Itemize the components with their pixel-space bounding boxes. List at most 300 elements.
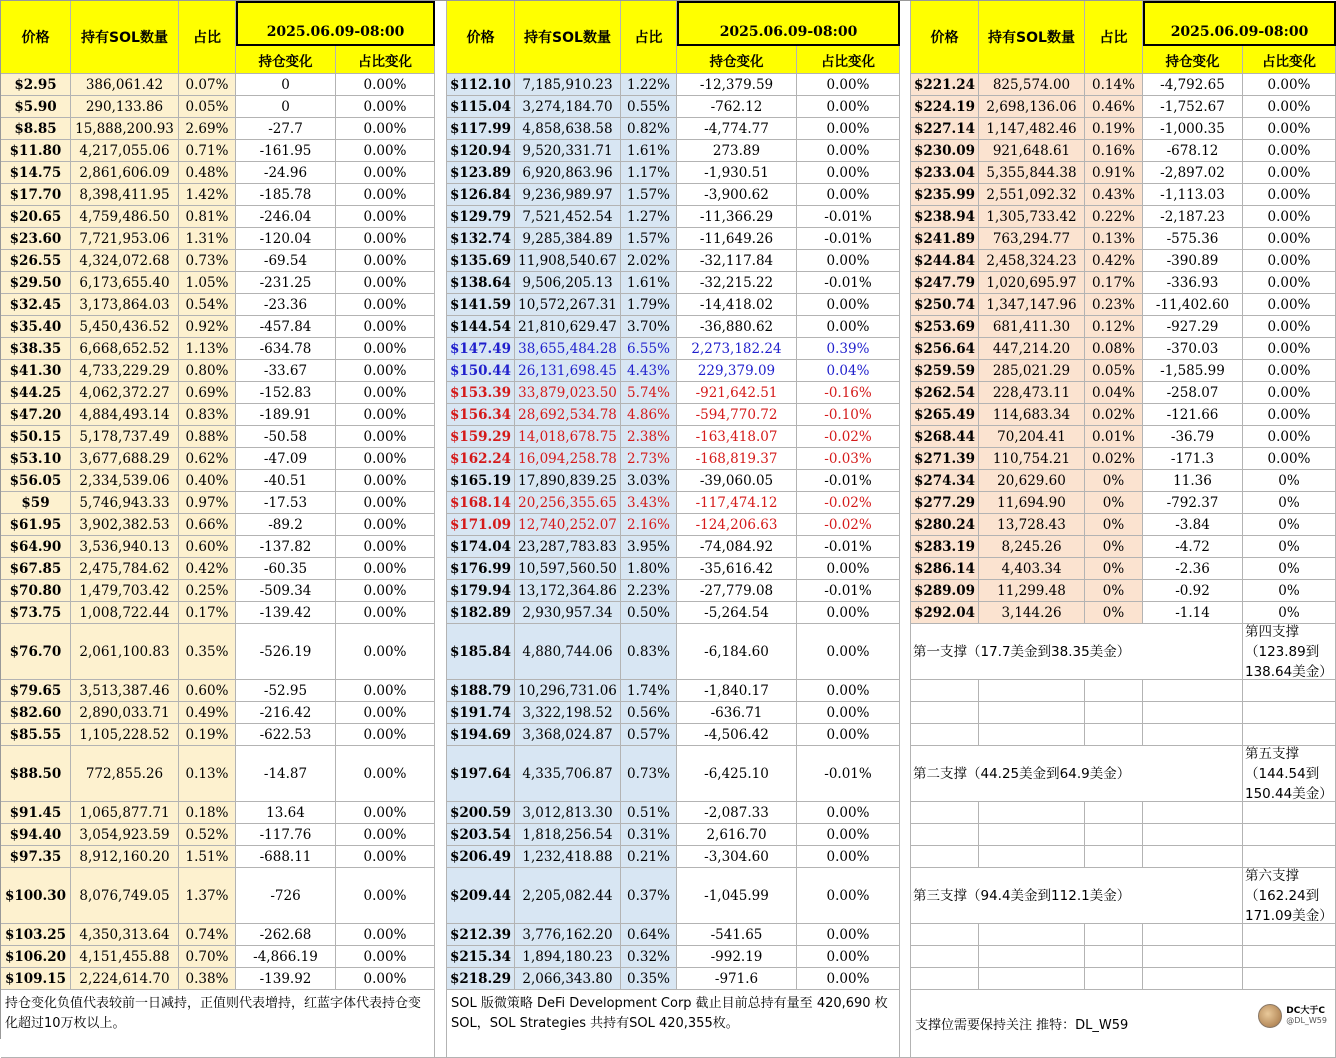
ratio-cell: 2.73% bbox=[621, 448, 677, 470]
price-cell: $73.75 bbox=[1, 602, 71, 624]
price-cell: $221.24 bbox=[911, 74, 979, 96]
ratio-cell: 1.37% bbox=[179, 868, 236, 924]
hold-change-cell: -541.65 bbox=[677, 924, 797, 946]
price-cell: $53.10 bbox=[1, 448, 71, 470]
hold-change-cell: -121.66 bbox=[1143, 404, 1243, 426]
holdings-cell: 4,759,486.50 bbox=[71, 206, 179, 228]
ratio-change-cell: 0.00% bbox=[336, 492, 435, 514]
empty-cell bbox=[1243, 968, 1336, 990]
hold-change-cell: 229,379.09 bbox=[677, 360, 797, 382]
price-cell: $238.94 bbox=[911, 206, 979, 228]
ratio-cell: 0.05% bbox=[179, 96, 236, 118]
hold-change-cell: -726 bbox=[236, 868, 336, 924]
empty-cell bbox=[911, 924, 979, 946]
hold-change-cell: -69.54 bbox=[236, 250, 336, 272]
empty-cell bbox=[1143, 946, 1243, 968]
hold-change-cell: -1,000.35 bbox=[1143, 118, 1243, 140]
ratio-change-cell: 0.00% bbox=[797, 968, 900, 990]
price-cell: $206.49 bbox=[447, 846, 515, 868]
holdings-cell: 4,880,744.06 bbox=[515, 624, 621, 680]
empty-cell bbox=[911, 846, 979, 868]
holdings-cell: 10,597,560.50 bbox=[515, 558, 621, 580]
ratio-cell: 3.43% bbox=[621, 492, 677, 514]
empty-cell bbox=[911, 724, 979, 746]
holdings-cell: 2,890,033.71 bbox=[71, 702, 179, 724]
ratio-change-cell: 0.00% bbox=[797, 140, 900, 162]
ratio-change-cell: -0.01% bbox=[797, 580, 900, 602]
ratio-change-cell: 0.00% bbox=[797, 250, 900, 272]
hold-change-cell: -39,060.05 bbox=[677, 470, 797, 492]
holdings-note: SOL 版微策略 DeFi Development Corp 截止目前总持有量至 420,690 枚 SOL，SOL Strategies 共持有SOL 420,355枚。 bbox=[447, 990, 900, 1058]
hold-change-cell: -927.29 bbox=[1143, 316, 1243, 338]
ratio-cell: 0.14% bbox=[1085, 74, 1143, 96]
hold-change-cell: -27,779.08 bbox=[677, 580, 797, 602]
support-note-text: 支撑位需要保持关注 推特：DL_W59 bbox=[915, 1018, 1129, 1033]
price-cell: $197.64 bbox=[447, 746, 515, 802]
price-cell: $194.69 bbox=[447, 724, 515, 746]
ratio-change-cell: 0.00% bbox=[336, 404, 435, 426]
ratio-cell: 0.21% bbox=[621, 846, 677, 868]
holdings-cell: 4,062,372.27 bbox=[71, 382, 179, 404]
price-cell: $85.55 bbox=[1, 724, 71, 746]
ratio-cell: 0.19% bbox=[1085, 118, 1143, 140]
price-cell: $8.85 bbox=[1, 118, 71, 140]
hold-change-cell: -792.37 bbox=[1143, 492, 1243, 514]
holdings-cell: 1,105,228.52 bbox=[71, 724, 179, 746]
hold-change-cell: -6,184.60 bbox=[677, 624, 797, 680]
price-cell: $188.79 bbox=[447, 680, 515, 702]
header-ratio: 占比 bbox=[179, 1, 236, 74]
hold-change-cell: -390.89 bbox=[1143, 250, 1243, 272]
price-cell: $2.95 bbox=[1, 74, 71, 96]
empty-cell bbox=[911, 824, 979, 846]
price-cell: $56.05 bbox=[1, 470, 71, 492]
hold-change-cell: -117,474.12 bbox=[677, 492, 797, 514]
ratio-cell: 1.42% bbox=[179, 184, 236, 206]
ratio-cell: 0.52% bbox=[179, 824, 236, 846]
hold-change-cell: -12,379.59 bbox=[677, 74, 797, 96]
ratio-cell: 1.79% bbox=[621, 294, 677, 316]
ratio-change-cell: 0.00% bbox=[336, 846, 435, 868]
ratio-cell: 0.43% bbox=[1085, 184, 1143, 206]
ratio-cell: 0.50% bbox=[621, 602, 677, 624]
empty-cell bbox=[979, 924, 1085, 946]
ratio-cell: 0.38% bbox=[179, 968, 236, 990]
hold-change-cell: -4,506.42 bbox=[677, 724, 797, 746]
empty-cell bbox=[1143, 824, 1243, 846]
price-cell: $129.79 bbox=[447, 206, 515, 228]
price-cell: $176.99 bbox=[447, 558, 515, 580]
price-cell: $182.89 bbox=[447, 602, 515, 624]
hold-change-cell: -4,866.19 bbox=[236, 946, 336, 968]
empty-cell bbox=[1085, 946, 1143, 968]
hold-change-cell: -594,770.72 bbox=[677, 404, 797, 426]
holdings-cell: 3,513,387.46 bbox=[71, 680, 179, 702]
hold-change-cell: -4.72 bbox=[1143, 536, 1243, 558]
ratio-cell: 3.95% bbox=[621, 536, 677, 558]
ratio-cell: 1.61% bbox=[621, 272, 677, 294]
ratio-change-cell: -0.01% bbox=[797, 536, 900, 558]
ratio-change-cell: 0.00% bbox=[1243, 404, 1336, 426]
hold-change-cell: -27.7 bbox=[236, 118, 336, 140]
holdings-cell: 12,740,252.07 bbox=[515, 514, 621, 536]
ratio-change-cell: 0.00% bbox=[797, 118, 900, 140]
holdings-cell: 11,694.90 bbox=[979, 492, 1085, 514]
holdings-cell: 26,131,698.45 bbox=[515, 360, 621, 382]
header-hold-change: 持仓变化 bbox=[1143, 46, 1243, 74]
holdings-cell: 2,334,539.06 bbox=[71, 470, 179, 492]
ratio-cell: 4.86% bbox=[621, 404, 677, 426]
holdings-cell: 2,551,092.32 bbox=[979, 184, 1085, 206]
ratio-cell: 0% bbox=[1085, 536, 1143, 558]
holdings-cell: 772,855.26 bbox=[71, 746, 179, 802]
empty-cell bbox=[1143, 724, 1243, 746]
hold-change-cell: -5,264.54 bbox=[677, 602, 797, 624]
ratio-change-cell: 0.00% bbox=[797, 316, 900, 338]
ratio-cell: 2.16% bbox=[621, 514, 677, 536]
empty-cell bbox=[979, 946, 1085, 968]
price-cell: $41.30 bbox=[1, 360, 71, 382]
price-cell: $244.84 bbox=[911, 250, 979, 272]
hold-change-cell: -762.12 bbox=[677, 96, 797, 118]
price-cell: $64.90 bbox=[1, 536, 71, 558]
hold-change-cell: -17.53 bbox=[236, 492, 336, 514]
ratio-cell: 3.70% bbox=[621, 316, 677, 338]
header-ratio-change: 占比变化 bbox=[1243, 46, 1336, 74]
price-cell: $61.95 bbox=[1, 514, 71, 536]
ratio-cell: 0.16% bbox=[1085, 140, 1143, 162]
ratio-change-cell: 0% bbox=[1243, 492, 1336, 514]
ratio-cell: 0.23% bbox=[1085, 294, 1143, 316]
support-range-label: 第一支撑（17.7美金到38.35美金） bbox=[911, 624, 1243, 680]
ratio-cell: 0.42% bbox=[179, 558, 236, 580]
ratio-cell: 3.03% bbox=[621, 470, 677, 492]
holdings-cell: 3,902,382.53 bbox=[71, 514, 179, 536]
ratio-change-cell: 0.00% bbox=[797, 680, 900, 702]
price-cell: $150.44 bbox=[447, 360, 515, 382]
hold-change-cell: -23.36 bbox=[236, 294, 336, 316]
price-cell: $112.10 bbox=[447, 74, 515, 96]
ratio-cell: 1.57% bbox=[621, 228, 677, 250]
ratio-change-cell: 0.00% bbox=[336, 228, 435, 250]
ratio-change-cell: 0.00% bbox=[336, 536, 435, 558]
support-range-label: 第四支撑（123.89到138.64美金） bbox=[1243, 624, 1336, 680]
price-cell: $141.59 bbox=[447, 294, 515, 316]
ratio-cell: 0.37% bbox=[621, 868, 677, 924]
ratio-cell: 1.31% bbox=[179, 228, 236, 250]
ratio-cell: 0.25% bbox=[179, 580, 236, 602]
holdings-cell: 114,683.34 bbox=[979, 404, 1085, 426]
holdings-cell: 285,021.29 bbox=[979, 360, 1085, 382]
price-cell: $241.89 bbox=[911, 228, 979, 250]
holdings-cell: 4,335,706.87 bbox=[515, 746, 621, 802]
ratio-cell: 0% bbox=[1085, 558, 1143, 580]
holdings-cell: 70,204.41 bbox=[979, 426, 1085, 448]
ratio-change-cell: 0.00% bbox=[336, 514, 435, 536]
ratio-change-cell: 0.00% bbox=[797, 724, 900, 746]
ratio-change-cell: 0.04% bbox=[797, 360, 900, 382]
ratio-cell: 1.61% bbox=[621, 140, 677, 162]
hold-change-cell: -1,930.51 bbox=[677, 162, 797, 184]
ratio-change-cell: -0.01% bbox=[797, 272, 900, 294]
price-cell: $215.34 bbox=[447, 946, 515, 968]
ratio-cell: 0.70% bbox=[179, 946, 236, 968]
ratio-cell: 0.18% bbox=[179, 802, 236, 824]
ratio-change-cell: 0.00% bbox=[336, 746, 435, 802]
holdings-cell: 8,398,411.95 bbox=[71, 184, 179, 206]
price-cell: $168.14 bbox=[447, 492, 515, 514]
ratio-change-cell: 0.00% bbox=[336, 946, 435, 968]
ratio-cell: 0.73% bbox=[621, 746, 677, 802]
hold-change-cell: -32,117.84 bbox=[677, 250, 797, 272]
ratio-change-cell: 0.00% bbox=[797, 868, 900, 924]
ratio-cell: 0.46% bbox=[1085, 96, 1143, 118]
ratio-cell: 0.71% bbox=[179, 140, 236, 162]
header-price: 价格 bbox=[1, 1, 71, 74]
header-ratio-change: 占比变化 bbox=[797, 46, 900, 74]
holdings-cell: 3,368,024.87 bbox=[515, 724, 621, 746]
holdings-cell: 1,305,733.42 bbox=[979, 206, 1085, 228]
empty-cell bbox=[1143, 968, 1243, 990]
ratio-change-cell: 0.00% bbox=[336, 272, 435, 294]
hold-change-cell: -1,045.99 bbox=[677, 868, 797, 924]
hold-change-cell: -216.42 bbox=[236, 702, 336, 724]
price-cell: $159.29 bbox=[447, 426, 515, 448]
holdings-cell: 1,894,180.23 bbox=[515, 946, 621, 968]
ratio-change-cell: 0.00% bbox=[1243, 96, 1336, 118]
ratio-cell: 0.02% bbox=[1085, 448, 1143, 470]
hold-change-cell: 273.89 bbox=[677, 140, 797, 162]
ratio-change-cell: 0.00% bbox=[336, 580, 435, 602]
hold-change-cell: -14.87 bbox=[236, 746, 336, 802]
price-cell: $253.69 bbox=[911, 316, 979, 338]
ratio-change-cell: 0.00% bbox=[1243, 338, 1336, 360]
ratio-change-cell: 0.00% bbox=[797, 802, 900, 824]
hold-change-cell: -50.58 bbox=[236, 426, 336, 448]
empty-cell bbox=[979, 968, 1085, 990]
hold-change-cell: -1,840.17 bbox=[677, 680, 797, 702]
holdings-cell: 4,884,493.14 bbox=[71, 404, 179, 426]
ratio-change-cell: 0.00% bbox=[336, 360, 435, 382]
hold-change-cell: -2,897.02 bbox=[1143, 162, 1243, 184]
hold-change-cell: -137.82 bbox=[236, 536, 336, 558]
author-badge bbox=[1258, 1004, 1327, 1028]
holdings-cell: 2,861,606.09 bbox=[71, 162, 179, 184]
ratio-cell: 1.51% bbox=[179, 846, 236, 868]
empty-cell bbox=[979, 680, 1085, 702]
ratio-cell: 0.17% bbox=[1085, 272, 1143, 294]
holdings-cell: 9,285,384.89 bbox=[515, 228, 621, 250]
hold-change-cell: -678.12 bbox=[1143, 140, 1243, 162]
empty-cell bbox=[1085, 968, 1143, 990]
header-date: 2025.06.09-08:00 bbox=[677, 1, 900, 46]
price-cell: $91.45 bbox=[1, 802, 71, 824]
hold-change-cell: -36,880.62 bbox=[677, 316, 797, 338]
price-cell: $50.15 bbox=[1, 426, 71, 448]
price-cell: $153.39 bbox=[447, 382, 515, 404]
holdings-cell: 20,629.60 bbox=[979, 470, 1085, 492]
empty-cell bbox=[979, 802, 1085, 824]
price-cell: $259.59 bbox=[911, 360, 979, 382]
hold-change-cell: -262.68 bbox=[236, 924, 336, 946]
empty-cell bbox=[1085, 824, 1143, 846]
hold-change-cell: -33.67 bbox=[236, 360, 336, 382]
price-cell: $38.35 bbox=[1, 338, 71, 360]
ratio-change-cell: 0.00% bbox=[336, 968, 435, 990]
holdings-cell: 3,776,162.20 bbox=[515, 924, 621, 946]
ratio-change-cell: 0.00% bbox=[336, 74, 435, 96]
ratio-change-cell: 0.00% bbox=[336, 702, 435, 724]
price-cell: $235.99 bbox=[911, 184, 979, 206]
hold-change-cell: -24.96 bbox=[236, 162, 336, 184]
ratio-cell: 0.22% bbox=[1085, 206, 1143, 228]
price-cell: $138.64 bbox=[447, 272, 515, 294]
ratio-cell: 0% bbox=[1085, 492, 1143, 514]
ratio-cell: 0.17% bbox=[179, 602, 236, 624]
ratio-change-cell: 0.00% bbox=[336, 448, 435, 470]
ratio-change-cell: 0% bbox=[1243, 536, 1336, 558]
holdings-cell: 3,144.26 bbox=[979, 602, 1085, 624]
hold-change-cell: -60.35 bbox=[236, 558, 336, 580]
price-cell: $174.04 bbox=[447, 536, 515, 558]
ratio-change-cell: 0.00% bbox=[797, 96, 900, 118]
holdings-cell: 1,479,703.42 bbox=[71, 580, 179, 602]
empty-cell bbox=[1085, 702, 1143, 724]
ratio-change-cell: -0.02% bbox=[797, 492, 900, 514]
ratio-cell: 0.97% bbox=[179, 492, 236, 514]
holdings-cell: 2,698,136.06 bbox=[979, 96, 1085, 118]
holdings-cell: 7,721,953.06 bbox=[71, 228, 179, 250]
ratio-change-cell: 0.00% bbox=[336, 426, 435, 448]
ratio-change-cell: -0.01% bbox=[797, 228, 900, 250]
hold-change-cell: -246.04 bbox=[236, 206, 336, 228]
ratio-change-cell: 0.00% bbox=[797, 558, 900, 580]
ratio-change-cell: 0% bbox=[1243, 602, 1336, 624]
header-holdings: 持有SOL数量 bbox=[515, 1, 621, 74]
ratio-cell: 0.07% bbox=[179, 74, 236, 96]
ratio-change-cell: 0% bbox=[1243, 580, 1336, 602]
price-cell: $126.84 bbox=[447, 184, 515, 206]
hold-change-cell: -258.07 bbox=[1143, 382, 1243, 404]
holdings-cell: 2,458,324.23 bbox=[979, 250, 1085, 272]
holdings-cell: 3,274,184.70 bbox=[515, 96, 621, 118]
empty-cell bbox=[911, 702, 979, 724]
ratio-change-cell: 0.00% bbox=[797, 846, 900, 868]
holdings-cell: 1,347,147.96 bbox=[979, 294, 1085, 316]
ratio-change-cell: 0.00% bbox=[1243, 272, 1336, 294]
hold-change-cell: -3,304.60 bbox=[677, 846, 797, 868]
holdings-cell: 7,185,910.23 bbox=[515, 74, 621, 96]
ratio-change-cell: 0.00% bbox=[1243, 184, 1336, 206]
ratio-cell: 0.57% bbox=[621, 724, 677, 746]
holdings-cell: 4,403.34 bbox=[979, 558, 1085, 580]
holdings-cell: 16,094,258.78 bbox=[515, 448, 621, 470]
holdings-cell: 33,879,023.50 bbox=[515, 382, 621, 404]
price-cell: $171.09 bbox=[447, 514, 515, 536]
holdings-cell: 2,930,957.34 bbox=[515, 602, 621, 624]
ratio-cell: 0.66% bbox=[179, 514, 236, 536]
holdings-cell: 20,256,355.65 bbox=[515, 492, 621, 514]
header-hold-change: 持仓变化 bbox=[677, 46, 797, 74]
ratio-change-cell: 0.00% bbox=[797, 702, 900, 724]
price-cell: $82.60 bbox=[1, 702, 71, 724]
ratio-cell: 0.31% bbox=[621, 824, 677, 846]
price-cell: $14.75 bbox=[1, 162, 71, 184]
price-cell: $88.50 bbox=[1, 746, 71, 802]
hold-change-cell: -636.71 bbox=[677, 702, 797, 724]
holdings-cell: 14,018,678.75 bbox=[515, 426, 621, 448]
ratio-change-cell: -0.02% bbox=[797, 426, 900, 448]
price-cell: $250.74 bbox=[911, 294, 979, 316]
price-cell: $109.15 bbox=[1, 968, 71, 990]
holdings-cell: 9,506,205.13 bbox=[515, 272, 621, 294]
support-range-label: 第六支撑（162.24到171.09美金） bbox=[1243, 868, 1336, 924]
holdings-cell: 8,912,160.20 bbox=[71, 846, 179, 868]
empty-cell bbox=[1143, 846, 1243, 868]
support-range-label: 第三支撑（94.4美金到112.1美金） bbox=[911, 868, 1243, 924]
ratio-change-cell: 0.00% bbox=[336, 96, 435, 118]
price-cell: $203.54 bbox=[447, 824, 515, 846]
ratio-change-cell: 0.00% bbox=[1243, 294, 1336, 316]
price-cell: $123.89 bbox=[447, 162, 515, 184]
holdings-cell: 15,888,200.93 bbox=[71, 118, 179, 140]
ratio-change-cell: 0.00% bbox=[336, 868, 435, 924]
ratio-change-cell: 0.00% bbox=[797, 924, 900, 946]
price-cell: $23.60 bbox=[1, 228, 71, 250]
hold-change-cell: -1,585.99 bbox=[1143, 360, 1243, 382]
empty-cell bbox=[979, 824, 1085, 846]
ratio-change-cell: 0.00% bbox=[336, 924, 435, 946]
hold-change-cell: -231.25 bbox=[236, 272, 336, 294]
ratio-cell: 1.22% bbox=[621, 74, 677, 96]
hold-change-cell: -47.09 bbox=[236, 448, 336, 470]
ratio-cell: 0.13% bbox=[1085, 228, 1143, 250]
ratio-change-cell: 0.00% bbox=[336, 140, 435, 162]
empty-cell bbox=[1085, 846, 1143, 868]
ratio-cell: 0.69% bbox=[179, 382, 236, 404]
hold-change-cell: -36.79 bbox=[1143, 426, 1243, 448]
ratio-change-cell: 0.00% bbox=[1243, 74, 1336, 96]
hold-change-cell: -4,792.65 bbox=[1143, 74, 1243, 96]
column-gap bbox=[435, 1, 447, 1058]
holdings-cell: 4,324,072.68 bbox=[71, 250, 179, 272]
holdings-cell: 447,214.20 bbox=[979, 338, 1085, 360]
price-cell: $100.30 bbox=[1, 868, 71, 924]
ratio-change-cell: 0.00% bbox=[797, 74, 900, 96]
holdings-cell: 3,054,923.59 bbox=[71, 824, 179, 846]
ratio-cell: 0.51% bbox=[621, 802, 677, 824]
hold-change-cell: -4,774.77 bbox=[677, 118, 797, 140]
ratio-cell: 0.74% bbox=[179, 924, 236, 946]
price-cell: $224.19 bbox=[911, 96, 979, 118]
holdings-cell: 7,521,452.54 bbox=[515, 206, 621, 228]
ratio-change-cell: 0.00% bbox=[797, 162, 900, 184]
hold-change-cell: -1,113.03 bbox=[1143, 184, 1243, 206]
ratio-change-cell: 0.00% bbox=[1243, 316, 1336, 338]
holdings-cell: 8,245.26 bbox=[979, 536, 1085, 558]
ratio-cell: 1.74% bbox=[621, 680, 677, 702]
ratio-cell: 2.69% bbox=[179, 118, 236, 140]
price-cell: $106.20 bbox=[1, 946, 71, 968]
holdings-cell: 681,411.30 bbox=[979, 316, 1085, 338]
holdings-cell: 11,908,540.67 bbox=[515, 250, 621, 272]
holdings-cell: 5,355,844.38 bbox=[979, 162, 1085, 184]
holdings-cell: 11,299.48 bbox=[979, 580, 1085, 602]
hold-change-cell: -139.42 bbox=[236, 602, 336, 624]
hold-change-cell: 11.36 bbox=[1143, 470, 1243, 492]
support-range-label: 第二支撑（44.25美金到64.9美金） bbox=[911, 746, 1243, 802]
holdings-cell: 386,061.42 bbox=[71, 74, 179, 96]
